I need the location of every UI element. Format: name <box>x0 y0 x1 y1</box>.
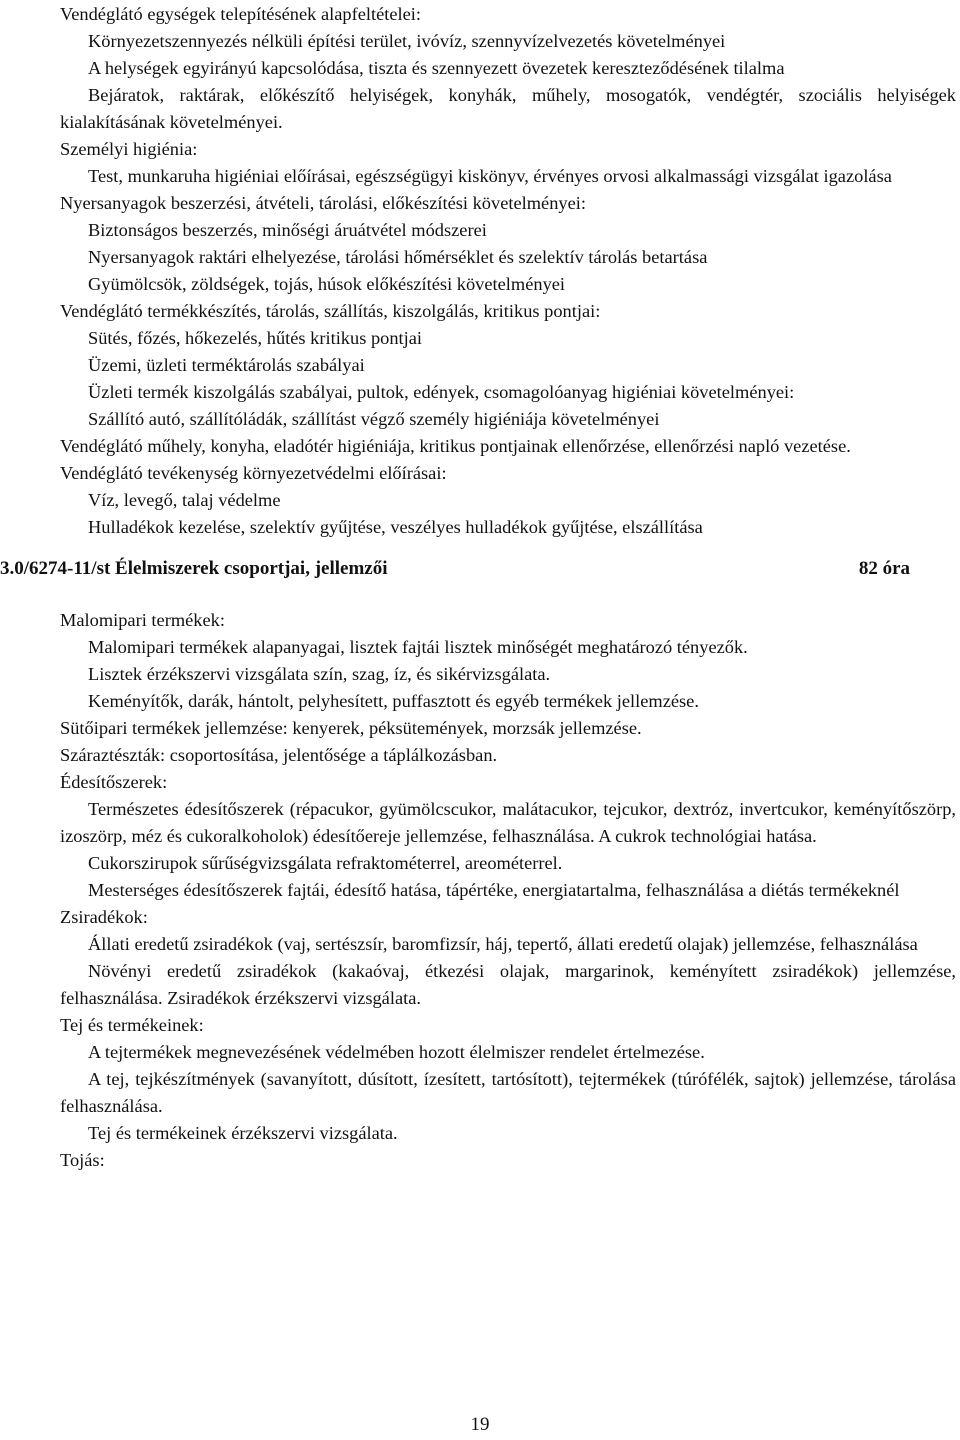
paragraph: Tej és termékeinek: <box>60 1015 204 1035</box>
paragraph: Gyümölcsök, zöldségek, tojás, húsok előkészítési követelményei <box>88 274 566 294</box>
paragraph: A tejtermékek megnevezésének védelmében hozott élelmiszer rendelet értelmezése. <box>88 1042 705 1062</box>
paragraph: Nyersanyagok raktári elhelyezése, tárolási hőmérséklet és szelektív tárolás betartása <box>88 247 708 267</box>
food-groups-list <box>0 607 960 1174</box>
paragraph: Tojás: <box>60 1150 105 1170</box>
paragraph: Személyi higiénia: <box>60 139 198 159</box>
paragraph: Lisztek érzékszervi vizsgálata szín, szag, íz, és sikérvizsgálata. <box>88 664 551 684</box>
paragraph: A tej, tejkészítmények (savanyított, dúsított, ízesített, tartósított), tejtermékek (túrófélék, sajtok) jellemzése, tárolása felhasználása. <box>60 1069 956 1116</box>
paragraph: Sütés, főzés, hőkezelés, hűtés kritikus pontjai <box>88 328 423 348</box>
section-heading <box>0 555 960 582</box>
paragraph: Vendéglátó termékkészítés, tárolás, szállítás, kiszolgálás, kritikus pontjai: <box>60 301 601 321</box>
paragraph: Biztonságos beszerzés, minőségi áruátvétel módszerei <box>88 220 487 240</box>
paragraph: Száraztészták: csoportosítása, jelentősége a táplálkozásban. <box>60 745 498 765</box>
paragraph: Sütőipari termékek jellemzése: kenyerek, péksütemények, morzsák jellemzése. <box>60 718 642 738</box>
paragraph: Üzleti termék kiszolgálás szabályai, pultok, edények, csomagolóanyag higiéniai követelményei: <box>88 382 795 402</box>
paragraph: Környezetszennyezés nélküli építési terület, ivóvíz, szennyvízelvezetés követelményei <box>88 31 726 51</box>
paragraph: Természetes édesítőszerek (répacukor, gyümölcscukor, malátacukor, tejcukor, dextróz, invertcukor, keményítőszörp, izoszörp, méz és cukoralkoholok) édesítőereje jellemzése, felhasználása. A cukrok technológiai hatása. <box>60 799 956 846</box>
paragraph: Keményítők, darák, hántolt, pelyhesített, puffasztott és egyéb termékek jellemzése. <box>88 691 699 711</box>
paragraph: Malomipari termékek: <box>60 610 225 630</box>
paragraph: Édesítőszerek: <box>60 772 168 792</box>
paragraph: Vendéglátó egységek telepítésének alapfeltételei: <box>60 4 422 24</box>
paragraph: Vendéglátó tevékenység környezetvédelmi előírásai: <box>60 463 447 483</box>
section-hours: 82 óra <box>858 558 910 579</box>
paragraph: Mesterséges édesítőszerek fajtái, édesítő hatása, tápértéke, energiatartalma, felhasználása a diétás termékeknél <box>88 880 900 900</box>
paragraph: Tej és termékeinek érzékszervi vizsgálata. <box>88 1123 398 1143</box>
paragraph: Cukorszirupok sűrűségvizsgálata refraktométerrel, areométerrel. <box>88 853 563 873</box>
paragraph: Malomipari termékek alapanyagai, lisztek fajtái lisztek minőségét meghatározó tényezők. <box>88 637 748 657</box>
paragraph: Víz, levegő, talaj védelme <box>88 490 281 510</box>
paragraph: Test, munkaruha higiéniai előírásai, egészségügyi kiskönyv, érvényes orvosi alkalmassági vizsgálat igazolása <box>88 166 892 186</box>
paragraph: A helységek egyirányú kapcsolódása, tiszta és szennyezett övezetek kereszteződésének tilalma <box>88 58 785 78</box>
paragraph: Állati eredetű zsiradékok (vaj, sertészsír, baromfizsír, háj, tepertő, állati eredetű olajak) jellemzése, felhasználása <box>88 934 918 954</box>
paragraph: Bejáratok, raktárak, előkészítő helyiségek, konyhák, műhely, mosogatók, vendégtér, szociális helyiségek kialakításának követelményei. <box>60 85 956 132</box>
paragraph: Növényi eredetű zsiradékok (kakaóvaj, étkezési olajak, margarinok, keményített zsiradékok) jellemzése, felhasználása. Zsiradékok érzékszervi vizsgálata. <box>60 961 956 1008</box>
paragraph: Üzemi, üzleti terméktárolás szabályai <box>88 355 365 375</box>
paragraph: Hulladékok kezelése, szelektív gyűjtése, veszélyes hulladékok gyűjtése, elszállítása <box>88 517 703 537</box>
paragraph: Zsiradékok: <box>60 907 148 927</box>
paragraph: Vendéglátó műhely, konyha, eladótér higiéniája, kritikus pontjainak ellenőrzése, ellenőrzési napló vezetése. <box>60 436 851 456</box>
section-title: 3.0/6274-11/st Élelmiszerek csoportjai, jellemzői <box>0 558 388 579</box>
requirements-list <box>0 0 960 541</box>
page-number: 19 <box>470 1414 490 1435</box>
paragraph: Szállító autó, szállítóládák, szállítást végző személy higiéniája követelményei <box>88 409 660 429</box>
paragraph: Nyersanyagok beszerzési, átvételi, tárolási, előkészítési követelményei: <box>60 193 586 213</box>
